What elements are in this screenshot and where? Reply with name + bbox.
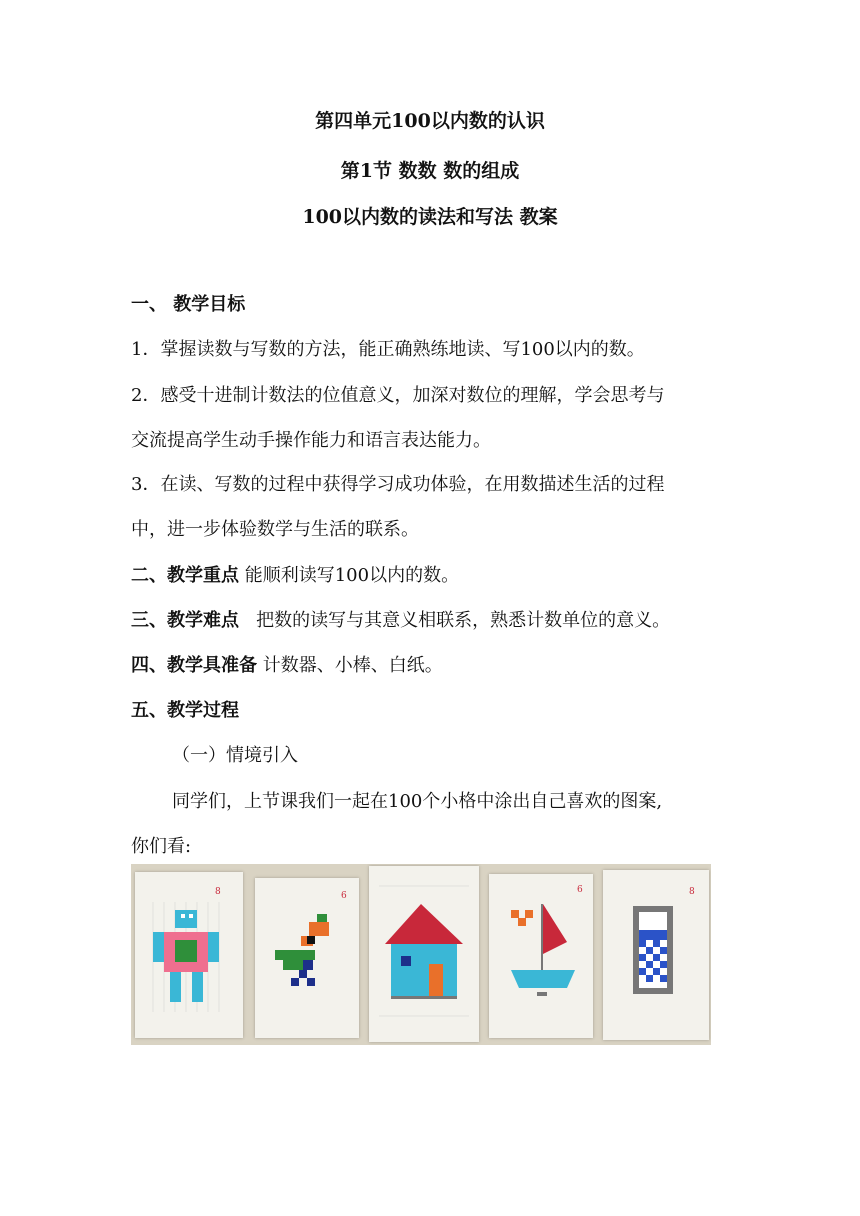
sailboat-photo (483, 864, 597, 1045)
svg-text:8: 8 (689, 887, 695, 897)
difficulty (131, 606, 670, 632)
house-photo (367, 864, 481, 1045)
key-point-label: 二、教学重点 (131, 565, 239, 586)
section-title: 第1节 数数 数的组成 (340, 160, 520, 182)
svg-text:6: 6 (341, 891, 347, 901)
objective-2-line2: 交流提高学生动手操作能力和语言表达能力。 (131, 430, 491, 451)
key-point (131, 561, 459, 587)
pixel-art-photos (131, 864, 711, 1045)
objective-1: 1．掌握读数与写数的方法，能正确熟练地读、写100以内的数。 (131, 339, 645, 360)
objective-3-line1: 3．在读、写数的过程中获得学习成功体验，在用数描述生活的过程 (131, 474, 665, 495)
process-para-line2: 你们看: (131, 836, 192, 857)
objective-3-line2: 中，进一步体验数学与生活的联系。 (131, 519, 419, 540)
objectives-heading: 一、 教学目标 (131, 294, 246, 315)
lesson-title: 100以内数的读法和写法 教案 (302, 206, 558, 228)
bird-photo (249, 864, 365, 1045)
objective-2-line1: 2．感受十进制计数法的位值意义，加深对数位的理解，学会思考与 (131, 385, 665, 406)
key-point-text: 能顺利读写100以内的数。 (239, 565, 460, 586)
svg-text:8: 8 (215, 887, 221, 897)
preparation (131, 651, 443, 677)
process-para-line1: 同学们，上节课我们一起在100个小格中涂出自己喜欢的图案, (172, 791, 663, 812)
difficulty-text: 把数的读写与其意义相联系，熟悉计数单位的意义。 (239, 610, 671, 631)
unit-title: 第四单元100以内数的认识 (315, 110, 545, 132)
robot-photo (131, 864, 247, 1045)
preparation-label: 四、教学具准备 (131, 655, 257, 676)
preparation-text: 计数器、小棒、白纸。 (257, 655, 443, 676)
svg-text:6: 6 (577, 885, 583, 895)
process-sub1: （一）情境引入 (172, 745, 298, 766)
process-heading: 五、教学过程 (131, 700, 239, 721)
checker-photo (599, 864, 711, 1045)
difficulty-label: 三、教学难点 (131, 610, 239, 631)
